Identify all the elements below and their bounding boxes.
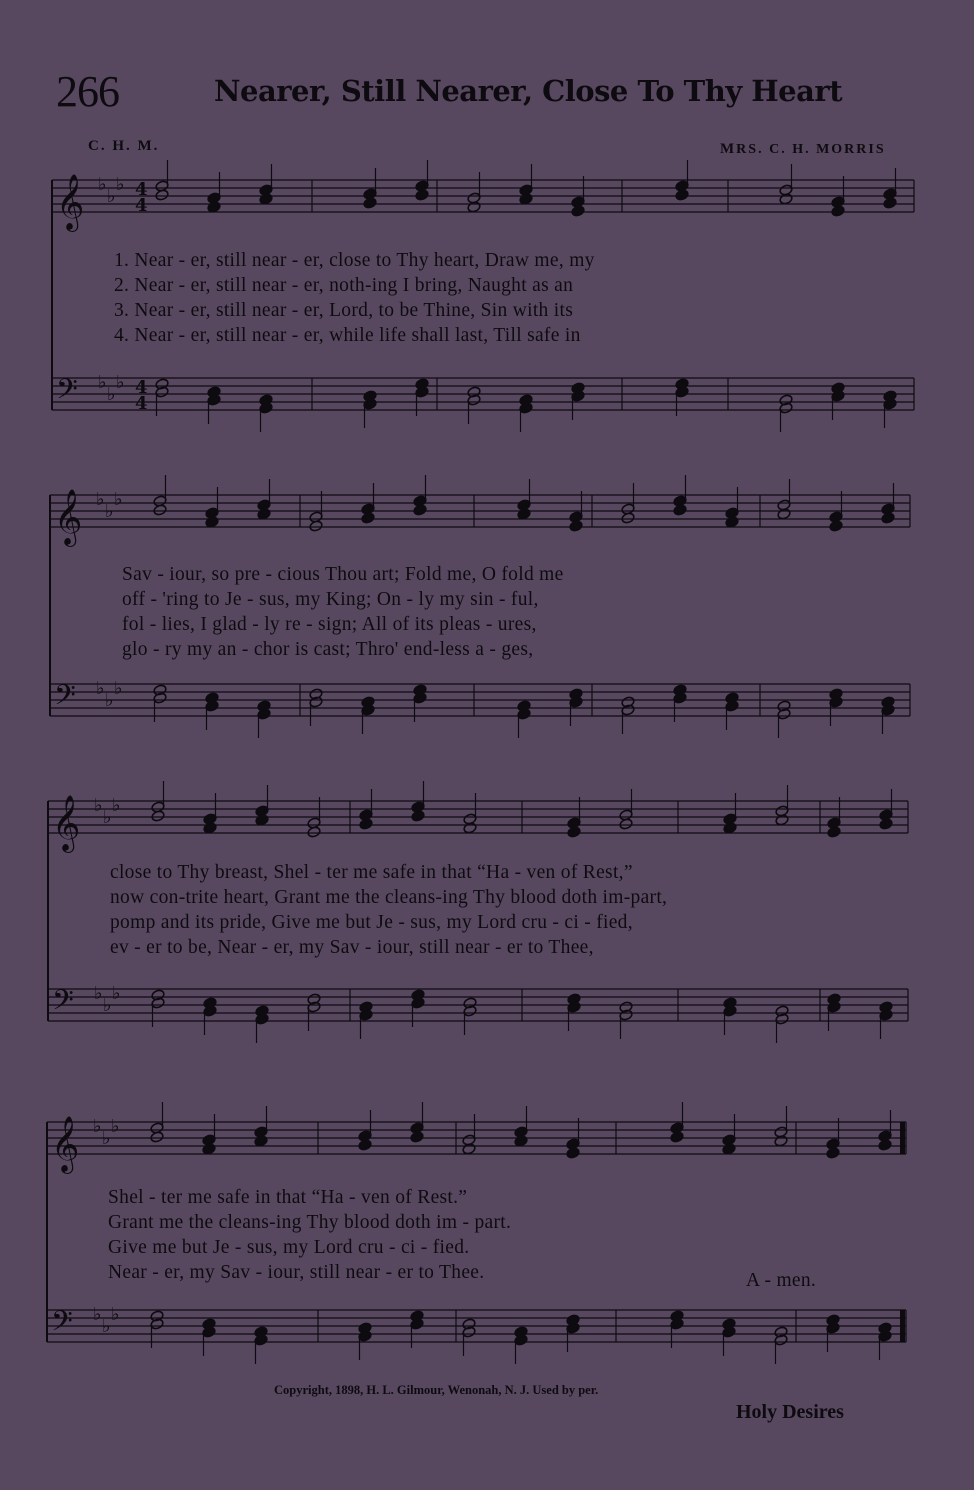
lyric-line: Shel - ter me safe in that “Ha - ven of Rest.” (108, 1187, 468, 1208)
lyric-line: ev - er to be, Near - er, my Sav - iour, still near - er to Thee, (110, 937, 594, 958)
lyric-line: close to Thy breast, Shel - ter me safe in that “Ha - ven of Rest,” (110, 862, 633, 883)
bass-clef-icon: 𝄢 (54, 679, 76, 719)
note-head (675, 189, 689, 201)
copyright-notice: Copyright, 1898, H. L. Gilmour, Wenonah, N. J. Used by per. (274, 1383, 599, 1397)
note-head (467, 201, 481, 213)
composer-credit: C. H. M. (88, 138, 160, 154)
note-head (463, 822, 477, 834)
lyric-line: glo - ry my an - chor is cast; Thro' end-less a - ges, (122, 639, 534, 660)
note-head (670, 1131, 684, 1143)
lyric-line: 4. Near - er, still near - er, while life shall last, Till safe in (114, 325, 581, 346)
note-head (566, 1147, 580, 1159)
flat-icon: ♭ (105, 690, 114, 711)
treble-clef-icon: 𝄞 (54, 489, 83, 545)
note-head (722, 1143, 736, 1155)
note-head (410, 1131, 424, 1143)
note-head (358, 1139, 372, 1151)
bass-clef-icon: 𝄢 (52, 984, 74, 1024)
treble-clef-icon: 𝄞 (52, 795, 81, 851)
note-head (779, 193, 793, 205)
flat-icon: ♭ (103, 807, 112, 828)
flat-icon: ♭ (93, 1304, 102, 1325)
time-signature: 4 (135, 195, 148, 216)
note-head (155, 189, 169, 201)
note-head (883, 197, 897, 209)
note-head (309, 520, 323, 532)
flat-icon: ♭ (116, 174, 125, 195)
lyric-line: Sav - iour, so pre - cious Thou art; Fold me, O fold me (122, 564, 564, 585)
note-head (255, 814, 269, 826)
flat-icon: ♭ (114, 678, 123, 699)
lyric-line: 2. Near - er, still near - er, noth-ing I bring, Naught as an (114, 275, 574, 296)
note-head (826, 1147, 840, 1159)
note-head (359, 818, 373, 830)
note-head (153, 504, 167, 516)
note-head (415, 189, 429, 201)
treble-clef-icon: 𝄞 (51, 1116, 80, 1172)
note-head (774, 1135, 788, 1147)
author-credit: MRS. C. H. MORRIS (720, 141, 886, 157)
note-head (207, 201, 221, 213)
note-head (723, 822, 737, 834)
flat-icon: ♭ (96, 678, 105, 699)
flat-icon: ♭ (94, 795, 103, 816)
note-head (571, 205, 585, 217)
flat-icon: ♭ (103, 995, 112, 1016)
final-barline (900, 1310, 905, 1342)
note-head (413, 504, 427, 516)
note-head (151, 810, 165, 822)
note-head (202, 1143, 216, 1155)
note-head (514, 1135, 528, 1147)
flat-icon: ♭ (112, 983, 121, 1004)
lyric-line: Give me but Je - sus, my Lord cru - ci - fied. (108, 1237, 470, 1258)
flat-icon: ♭ (96, 489, 105, 510)
note-head (879, 818, 893, 830)
note-head (517, 508, 531, 520)
note-head (257, 508, 271, 520)
flat-icon: ♭ (102, 1316, 111, 1337)
note-head (621, 512, 635, 524)
flat-icon: ♭ (102, 1128, 111, 1149)
note-head (725, 516, 739, 528)
note-head (462, 1143, 476, 1155)
final-barline (900, 1122, 905, 1154)
flat-icon: ♭ (98, 174, 107, 195)
lyric-line: 1. Near - er, still near - er, close to Thy heart, Draw me, my (114, 250, 595, 271)
flat-icon: ♭ (114, 489, 123, 510)
lyric-line: fol - lies, I glad - ly re - sign; All of its pleas - ures, (122, 614, 537, 635)
flat-icon: ♭ (107, 186, 116, 207)
lyric-line: off - 'ring to Je - sus, my King; On - ly my sin - ful, (122, 589, 539, 610)
flat-icon: ♭ (112, 795, 121, 816)
flat-icon: ♭ (111, 1116, 120, 1137)
note-head (205, 516, 219, 528)
note-head (150, 1131, 164, 1143)
note-head (307, 826, 321, 838)
note-head (259, 193, 273, 205)
flat-icon: ♭ (93, 1116, 102, 1137)
lyric-line: Grant me the cleans-ing Thy blood doth im - part. (108, 1212, 512, 1233)
note-head (363, 197, 377, 209)
hymn-title: Nearer, Still Nearer, Close To Thy Heart (214, 74, 843, 108)
lyric-line: pomp and its pride, Give me but Je - sus, my Lord cru - ci - fied, (110, 912, 633, 933)
note-head (878, 1139, 892, 1151)
bass-clef-icon: 𝄢 (56, 373, 78, 413)
lyric-line: Near - er, my Sav - iour, still near - er to Thee. (108, 1262, 485, 1283)
flat-icon: ♭ (111, 1304, 120, 1325)
amen-text: A - men. (746, 1270, 817, 1291)
note-head (519, 193, 533, 205)
note-head (777, 508, 791, 520)
note-head (569, 520, 583, 532)
note-head (775, 814, 789, 826)
flat-icon: ♭ (107, 384, 116, 405)
flat-icon: ♭ (116, 372, 125, 393)
note-head (567, 826, 581, 838)
note-head (203, 822, 217, 834)
note-head (254, 1135, 268, 1147)
note-head (829, 520, 843, 532)
topic-label: Holy Desires (736, 1401, 844, 1423)
note-head (831, 205, 845, 217)
note-head (411, 810, 425, 822)
lyric-line: now con-trite heart, Grant me the cleans-ing Thy blood doth im-part, (110, 887, 668, 908)
note-head (827, 826, 841, 838)
time-signature: 4 (135, 393, 148, 414)
bass-clef-icon: 𝄢 (51, 1305, 73, 1345)
time-signature: 4 (135, 179, 148, 200)
treble-clef-icon: 𝄞 (56, 174, 85, 230)
lyric-line: 3. Near - er, still near - er, Lord, to be Thine, Sin with its (114, 300, 574, 321)
note-head (361, 512, 375, 524)
note-head (881, 512, 895, 524)
note-head (673, 504, 687, 516)
note-head (619, 818, 633, 830)
flat-icon: ♭ (94, 983, 103, 1004)
flat-icon: ♭ (98, 372, 107, 393)
hymn-number: 266 (56, 67, 119, 116)
time-signature: 4 (135, 377, 148, 398)
flat-icon: ♭ (105, 501, 114, 522)
